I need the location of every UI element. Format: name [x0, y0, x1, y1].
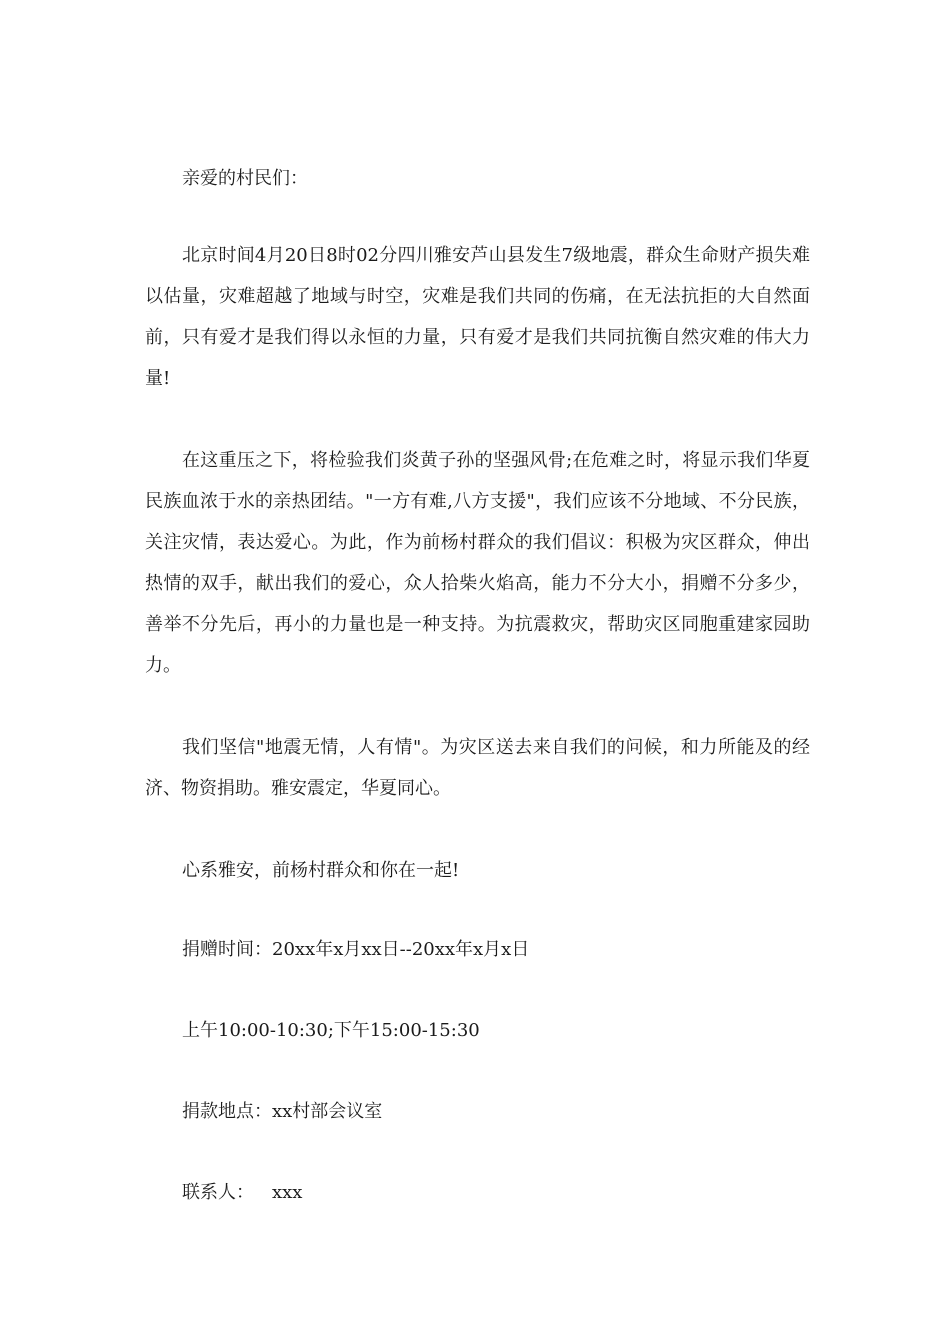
contact-label: 联系人： [182, 1182, 254, 1203]
donation-place: 捐款地点：xx村部会议室 [182, 1101, 383, 1122]
donation-time: 捐赠时间：20xx年x月xx日--20xx年x月x日 [182, 939, 530, 960]
paragraph-belief: 我们坚信"地震无情，人有情"。为灾区送去来自我们的问候，和力所能及的经济、物资捐助。雅安震定，华夏同心。 [145, 737, 810, 799]
paragraph-earthquake-news: 北京时间4月20日8时02分四川雅安芦山县发生7级地震，群众生命财产损失难以估量，灾难超越了地域与时空，灾难是我们共同的伤痛，在无法抗拒的大自然面前，只有爱才是我们得以永恒的力量，只有爱才是我们共同抗衡自然灾难的伟大力量! [145, 245, 810, 389]
donation-hours: 上午10:00-10:30;下午15:00-15:30 [182, 1020, 480, 1041]
paragraph-initiative: 在这重压之下，将检验我们炎黄子孙的坚强风骨;在危难之时，将显示我们华夏民族血浓于水的亲热团结。"一方有难,八方支援"，我们应该不分地域、不分民族，关注灾情，表达爱心。为此，作为前杨村群众的我们倡议：积极为灾区群众，伸出热情的双手，献出我们的爱心，众人拾柴火焰高，能力不分大小，捐赠不分多少，善举不分先后，再小的力量也是一种支持。为抗震救灾，帮助灾区同胞重建家园助力。 [145, 450, 810, 676]
contact-value: xxx [272, 1182, 303, 1203]
salutation: 亲爱的村民们： [182, 168, 308, 189]
contact-line [182, 1172, 302, 1213]
closing-line: 心系雅安，前杨村群众和你在一起! [182, 860, 460, 881]
